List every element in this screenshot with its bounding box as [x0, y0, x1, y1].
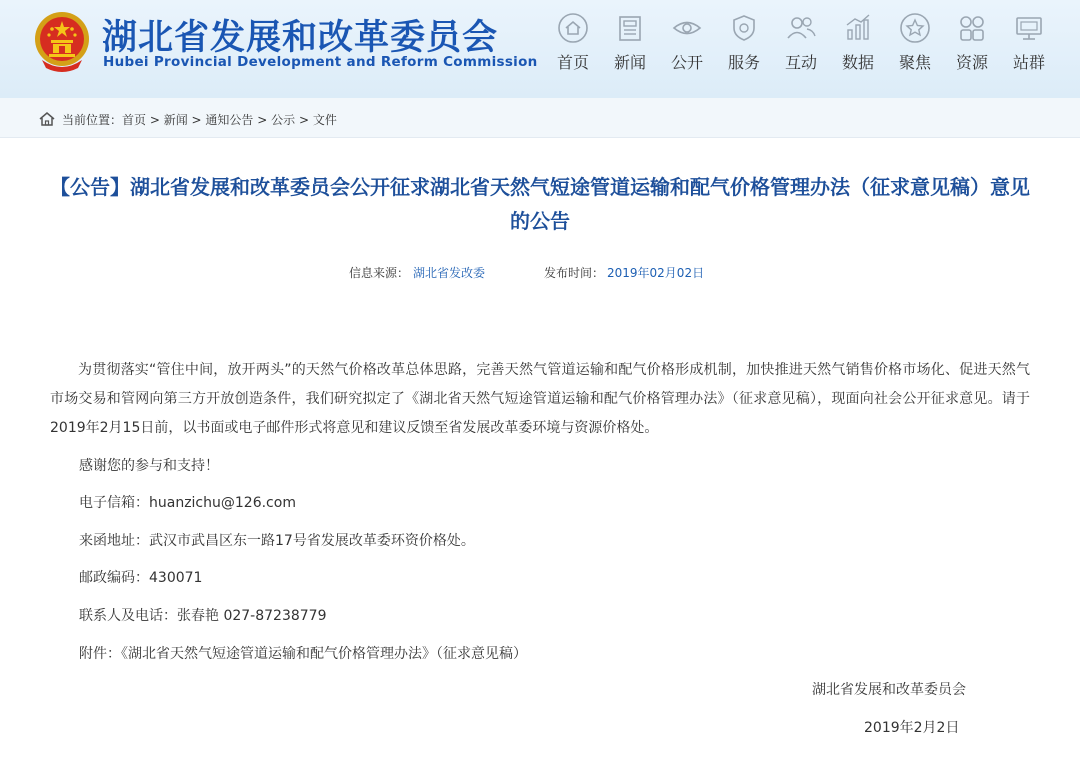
people-icon: [785, 12, 817, 44]
chart-icon: [842, 12, 874, 44]
site-header: [0, 0, 1080, 98]
nav-label: 互动: [784, 53, 817, 72]
breadcrumb-item-publicity[interactable]: 公示: [271, 113, 296, 127]
nav-item-resources[interactable]: [943, 12, 1001, 76]
source-link[interactable]: 湖北省发改委: [413, 266, 486, 280]
breadcrumb-item-documents[interactable]: 文件: [312, 113, 337, 127]
signature-date: 2019年2月2日: [864, 720, 960, 736]
publish-date: 2019年02月02日: [607, 266, 705, 280]
shield-icon: [728, 12, 760, 44]
nav-item-sites[interactable]: [1000, 12, 1058, 76]
breadcrumb-separator: >: [187, 113, 206, 127]
eye-icon: [671, 12, 703, 44]
nav-label: 公开: [670, 53, 703, 72]
nav-label: 数据: [841, 53, 874, 72]
article-meta: [0, 264, 1080, 284]
nav-label: 服务: [727, 53, 760, 72]
thanks-line: 感谢您的参与和支持！: [79, 458, 219, 474]
nav-item-focus[interactable]: [886, 12, 944, 76]
breadcrumb: [0, 98, 1080, 138]
postcode-line: 邮政编码：430071: [79, 570, 203, 586]
contact-line: 联系人及电话：张春艳 027-87238779: [79, 608, 327, 624]
date-label: 发布时间：: [544, 266, 605, 280]
email-line: 电子信箱：huanzichu@126.com: [79, 495, 296, 511]
nav-label: 资源: [955, 53, 988, 72]
nav-label: 站群: [1012, 53, 1045, 72]
monitor-icon: [1013, 12, 1045, 44]
nav-item-public[interactable]: [658, 12, 716, 76]
main-nav: [544, 12, 1074, 76]
attachment-label: 附件：: [79, 646, 121, 662]
attachment-line: [79, 643, 527, 663]
signature-organization: 湖北省发展和改革委员会: [812, 682, 966, 698]
breadcrumb-item-notices[interactable]: 通知公告: [205, 113, 254, 127]
article-paragraph: 为贯彻落实“管住中间，放开两头”的天然气价格改革总体思路，完善天然气管道运输和配气价格形成机制，加快推进天然气销售价格市场化、促进天然气市场交易和管网向第三方开放创造条件，我们研究拟定了《湖北省天然气短途管道运输和配气价格管理办法》（征求意见稿），现面向社会公开征求意见。请于2019年2月15日前，以书面或电子邮件形式将意见和建议反馈至省发展改革委环境与资源价格处。: [50, 362, 1030, 436]
breadcrumb-separator: >: [253, 113, 272, 127]
nav-item-interact[interactable]: [772, 12, 830, 76]
source-label: 信息来源：: [349, 266, 410, 280]
nav-label: 新闻: [613, 53, 646, 72]
nav-item-service[interactable]: [715, 12, 773, 76]
site-logo-title[interactable]: 湖北省发展和改革委员会: [102, 18, 499, 58]
nav-label: 首页: [556, 53, 589, 72]
breadcrumb-item-home[interactable]: 首页: [122, 113, 147, 127]
article-title: 【公告】湖北省发展和改革委员会公开征求湖北省天然气短途管道运输和配气价格管理办法（征求意见稿）意见的公告: [50, 175, 1030, 233]
breadcrumb-trail: [62, 111, 337, 128]
news-icon: [614, 12, 646, 44]
star-icon: [899, 12, 931, 44]
home-icon[interactable]: [38, 110, 56, 128]
address-line: 来函地址：武汉市武昌区东一路17号省发展改革委环资价格处。: [79, 533, 475, 549]
national-emblem-icon: [32, 8, 92, 74]
attachment-link[interactable]: 《湖北省天然气短途管道运输和配气价格管理办法》（征求意见稿）: [121, 646, 527, 662]
breadcrumb-prefix: 当前位置：: [62, 113, 123, 127]
nav-label: 聚焦: [898, 53, 931, 72]
site-logo-subtitle: Hubei Provincial Development and Reform Commission: [103, 54, 538, 70]
home-icon: [557, 12, 589, 44]
nav-item-news[interactable]: [601, 12, 659, 76]
nav-item-home[interactable]: [544, 12, 602, 76]
grid-icon: [956, 12, 988, 44]
breadcrumb-separator: >: [146, 113, 164, 127]
breadcrumb-separator: >: [295, 113, 313, 127]
breadcrumb-item-news[interactable]: 新闻: [163, 113, 188, 127]
nav-item-data[interactable]: [829, 12, 887, 76]
